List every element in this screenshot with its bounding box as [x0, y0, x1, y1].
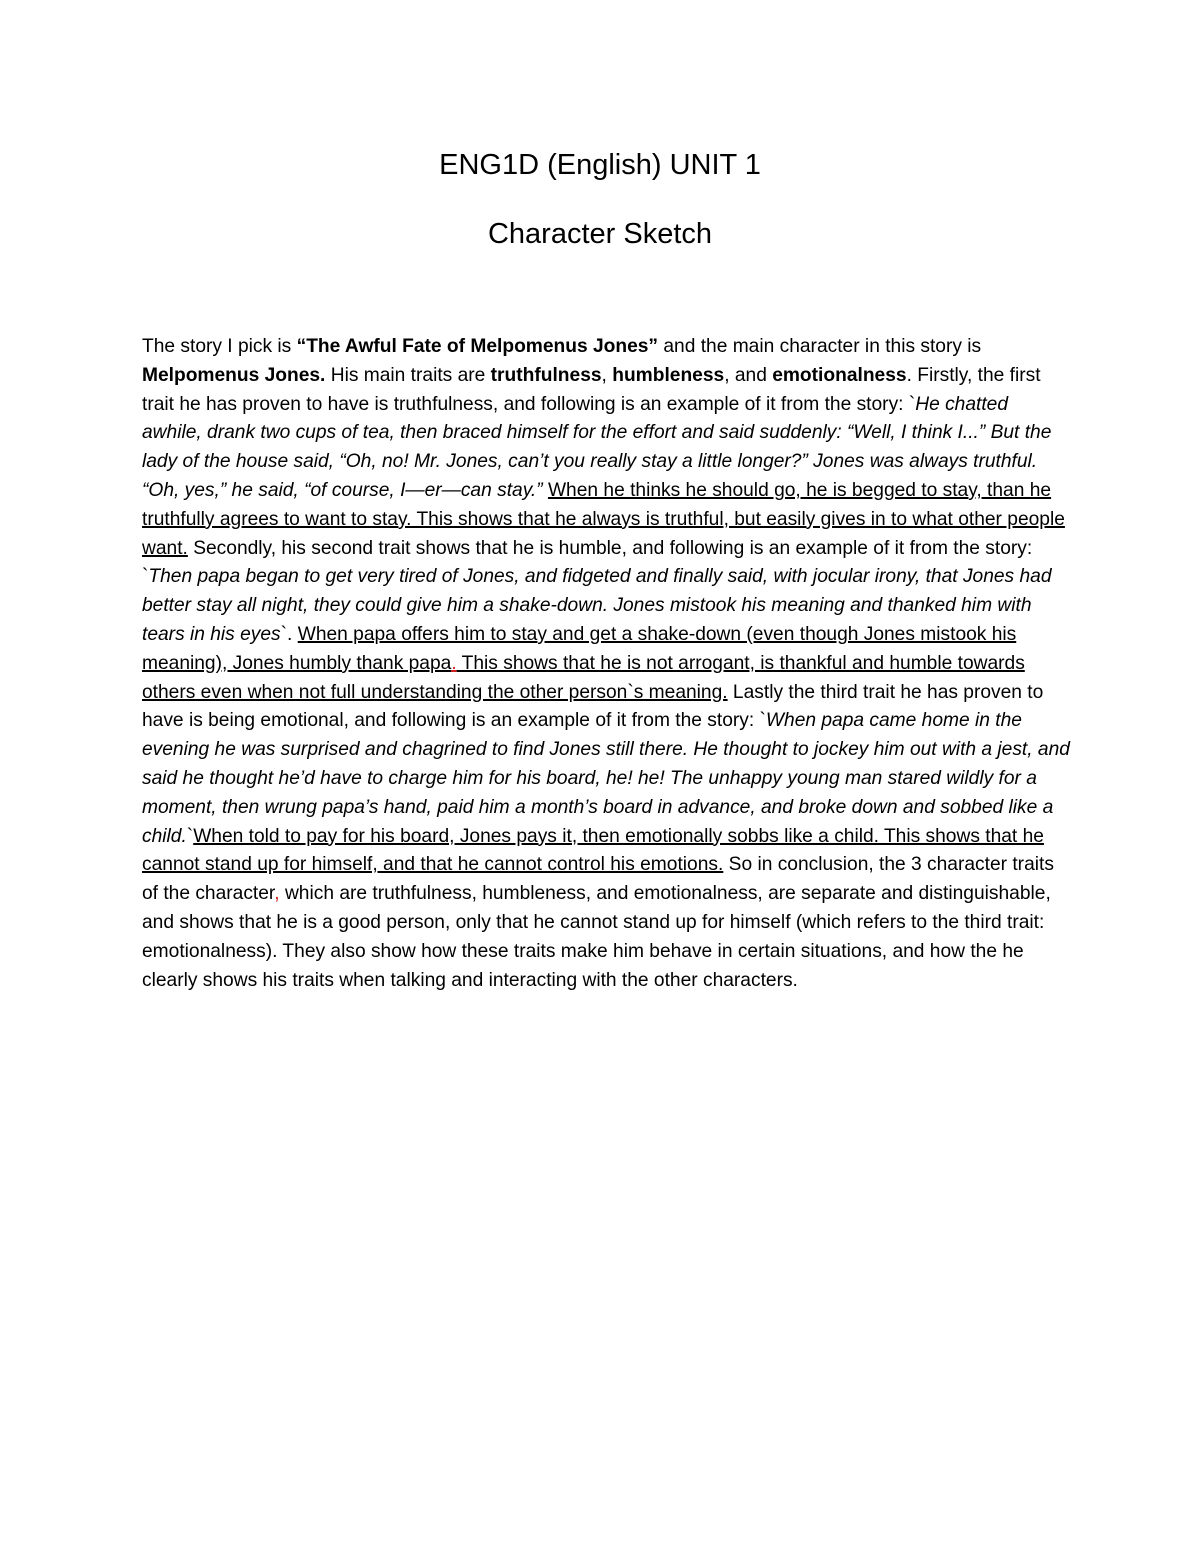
essay-text: `. — [280, 623, 298, 645]
essay-text: . Firstly, the first trait he has proven to have is truthfulness, and following is an example of it from the story: ` — [142, 364, 1041, 415]
essay-text: So in conclusion, the 3 character traits of the character — [142, 854, 1054, 905]
essay-text: , and — [724, 364, 773, 386]
essay-text: The story I pick is — [142, 336, 297, 357]
essay-text: His main traits are — [325, 364, 491, 386]
analysis-underlined-3: When told to pay for his board, Jones pays it, then emotionally sobbs like a child. This shows that he cannot stand up for himself, and that he cannot control his emotions. — [142, 825, 1044, 876]
story-quote-1: He chatted awhile, drank two cups of tea, then braced himself for the effort and said suddenly: “Well, I think I...” But the lady of the house said, “Oh, no! Mr. Jones, can’t you really stay a little longer?” Jones was always truthful. “Oh, yes,” he said, “of course, I—er—can stay.” — [142, 393, 1052, 501]
red-period: . — [451, 652, 457, 674]
essay-paragraph — [142, 333, 1072, 995]
analysis-underlined-1: When he thinks he should go, he is begged to stay, than he truthfully agrees to want to stay. This shows that he always is truthful, but easily gives in to what other people want. — [142, 479, 1065, 559]
story-quote-3: When papa came home in the evening he was surprised and chagrined to find Jones still there. He thought to jockey him out with a jest, and said he thought he’d have to charge him for his board, he! he! The unhappy young man stared wildly for a moment, then wrung papa’s hand, paid him a month’s board in advance, and broke down and sobbed like a child. — [142, 710, 1070, 847]
trait-humbleness: humbleness — [612, 364, 725, 386]
essay-text: Lastly the third trait he has proven to have is being emotional, and following is an example of it from the story: ` — [142, 681, 1044, 732]
character-name: Melpomenus Jones. — [142, 364, 326, 386]
essay-text: and the main character in this story is — [658, 336, 982, 357]
essay-text: which are truthfulness, humbleness, and emotionalness, are separate and distinguishable, and shows that he is a good person, only that he cannot stand up for himself (which refers to the third trait: emotionalness). They also show how these traits make him behave in certain situations, and how the he clearly shows his traits when talking and interacting with the other characters. — [142, 883, 1051, 991]
trait-truthfulness: truthfulness — [490, 364, 602, 386]
analysis-underlined-2b: This shows that he is not arrogant, is thankful and humble towards others even when not full understanding the other person`s meaning. — [142, 652, 1025, 703]
analysis-underlined-2a: When papa offers him to stay and get a shake-down (even though Jones mistook his meaning), Jones humbly thank papa — [142, 623, 1017, 674]
essay-text: Secondly, his second trait shows that he is humble, and following is an example of it from the story: ` — [142, 537, 1033, 588]
story-title: “The Awful Fate of Melpomenus Jones” — [296, 336, 659, 357]
trait-emotionalness: emotionalness — [772, 364, 907, 386]
essay-text: ` — [186, 825, 194, 847]
red-comma: , — [274, 883, 280, 905]
document-subtitle: Character Sketch — [487, 218, 713, 250]
document-title: ENG1D (English) UNIT 1 — [439, 149, 761, 181]
essay-text: , — [601, 364, 613, 386]
story-quote-2: Then papa began to get very tired of Jones, and fidgeted and finally said, with jocular irony, that Jones had better stay all night, they could give him a shake-down. Jones mistook his meaning and thanked him with tears in his eyes — [142, 566, 1052, 645]
